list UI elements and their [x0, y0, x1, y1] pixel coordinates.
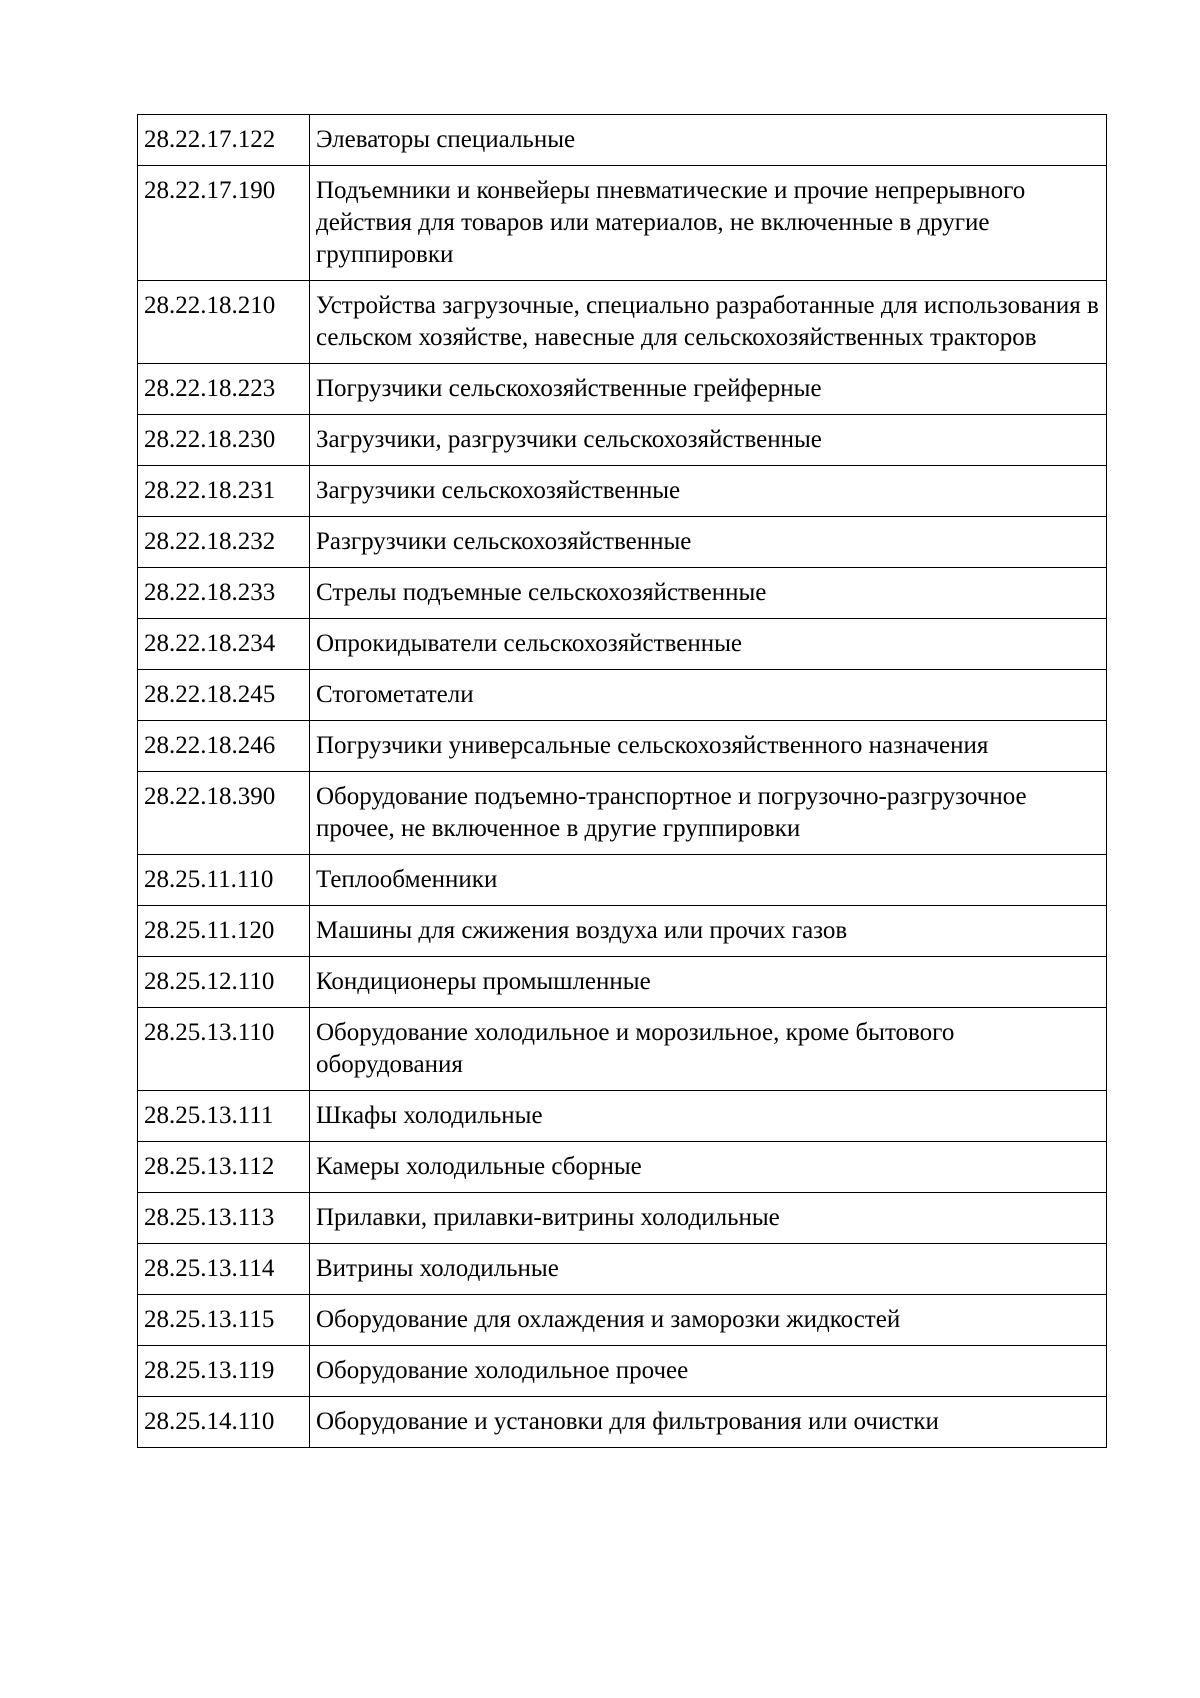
description-cell: Стрелы подъемные сельскохозяйственные [310, 568, 1107, 619]
code-cell: 28.22.18.245 [138, 670, 310, 721]
table-row [138, 1244, 1107, 1295]
table-row [138, 1193, 1107, 1244]
table-row [138, 517, 1107, 568]
code-cell: 28.25.11.110 [138, 855, 310, 906]
description-cell: Погрузчики универсальные сельскохозяйственного назначения [310, 721, 1107, 772]
description-cell: Оборудование для охлаждения и заморозки жидкостей [310, 1295, 1107, 1346]
code-cell: 28.25.13.115 [138, 1295, 310, 1346]
code-cell: 28.25.13.110 [138, 1008, 310, 1091]
classification-table-body [138, 115, 1107, 1448]
description-cell: Устройства загрузочные, специально разработанные для использования в сельском хозяйстве, навесные для сельскохозяйственных тракторов [310, 281, 1107, 364]
description-cell: Теплообменники [310, 855, 1107, 906]
description-cell: Оборудование и установки для фильтрования или очистки [310, 1397, 1107, 1448]
code-cell: 28.22.18.232 [138, 517, 310, 568]
description-cell: Оборудование холодильное прочее [310, 1346, 1107, 1397]
description-cell: Шкафы холодильные [310, 1091, 1107, 1142]
description-cell: Оборудование холодильное и морозильное, кроме бытового оборудования [310, 1008, 1107, 1091]
classification-table [137, 114, 1107, 1448]
description-cell: Камеры холодильные сборные [310, 1142, 1107, 1193]
code-cell: 28.22.17.190 [138, 166, 310, 281]
table-row [138, 855, 1107, 906]
table-row [138, 1091, 1107, 1142]
description-cell: Прилавки, прилавки-витрины холодильные [310, 1193, 1107, 1244]
table-row [138, 415, 1107, 466]
table-row [138, 281, 1107, 364]
table-row [138, 115, 1107, 166]
description-cell: Элеваторы специальные [310, 115, 1107, 166]
table-row [138, 1397, 1107, 1448]
description-cell: Разгрузчики сельскохозяйственные [310, 517, 1107, 568]
code-cell: 28.22.18.233 [138, 568, 310, 619]
code-cell: 28.25.14.110 [138, 1397, 310, 1448]
description-cell: Оборудование подъемно-транспортное и погрузочно-разгрузочное прочее, не включенное в другие группировки [310, 772, 1107, 855]
code-cell: 28.22.18.230 [138, 415, 310, 466]
table-row [138, 619, 1107, 670]
code-cell: 28.25.13.111 [138, 1091, 310, 1142]
description-cell: Загрузчики, разгрузчики сельскохозяйственные [310, 415, 1107, 466]
code-cell: 28.25.12.110 [138, 957, 310, 1008]
code-cell: 28.22.18.210 [138, 281, 310, 364]
code-cell: 28.22.18.234 [138, 619, 310, 670]
code-cell: 28.22.18.231 [138, 466, 310, 517]
description-cell: Погрузчики сельскохозяйственные грейферные [310, 364, 1107, 415]
description-cell: Машины для сжижения воздуха или прочих газов [310, 906, 1107, 957]
table-row [138, 721, 1107, 772]
description-cell: Кондиционеры промышленные [310, 957, 1107, 1008]
code-cell: 28.25.13.112 [138, 1142, 310, 1193]
code-cell: 28.22.18.390 [138, 772, 310, 855]
code-cell: 28.22.18.223 [138, 364, 310, 415]
table-row [138, 568, 1107, 619]
code-cell: 28.22.17.122 [138, 115, 310, 166]
table-row [138, 166, 1107, 281]
table-row [138, 906, 1107, 957]
description-cell: Опрокидыватели сельскохозяйственные [310, 619, 1107, 670]
code-cell: 28.25.13.114 [138, 1244, 310, 1295]
table-row [138, 1295, 1107, 1346]
table-row [138, 364, 1107, 415]
description-cell: Стогометатели [310, 670, 1107, 721]
table-row [138, 1142, 1107, 1193]
description-cell: Витрины холодильные [310, 1244, 1107, 1295]
code-cell: 28.25.13.119 [138, 1346, 310, 1397]
table-row [138, 957, 1107, 1008]
code-cell: 28.25.13.113 [138, 1193, 310, 1244]
description-cell: Подъемники и конвейеры пневматические и прочие непрерывного действия для товаров или материалов, не включенные в другие группировки [310, 166, 1107, 281]
table-row [138, 670, 1107, 721]
table-row [138, 1008, 1107, 1091]
table-row [138, 1346, 1107, 1397]
description-cell: Загрузчики сельскохозяйственные [310, 466, 1107, 517]
table-row [138, 772, 1107, 855]
table-row [138, 466, 1107, 517]
code-cell: 28.25.11.120 [138, 906, 310, 957]
code-cell: 28.22.18.246 [138, 721, 310, 772]
